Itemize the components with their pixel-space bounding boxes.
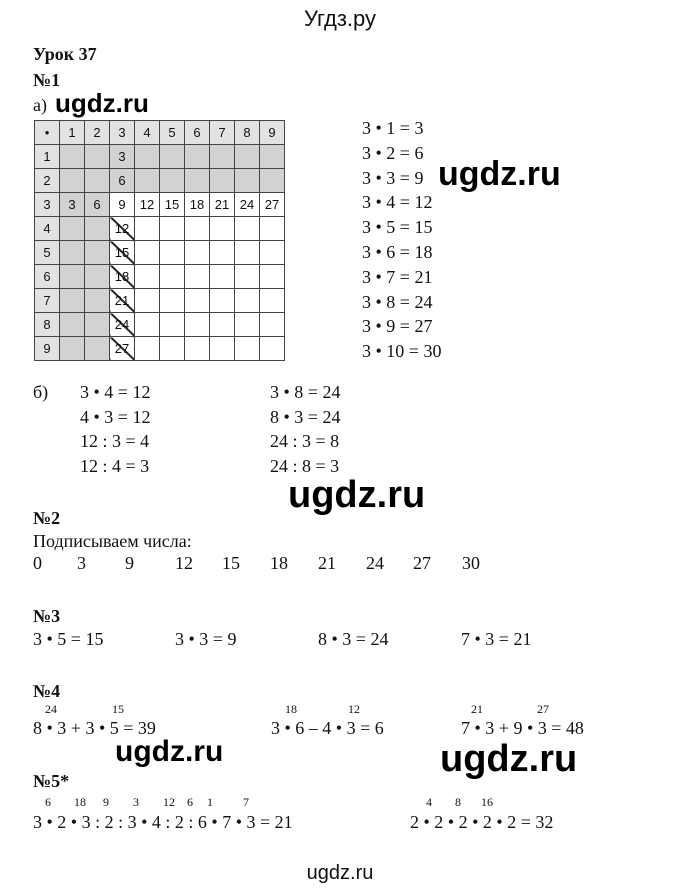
task5-sup: 16: [481, 795, 493, 809]
task5-sup: 1: [207, 795, 213, 809]
table-cell: [135, 265, 160, 289]
task1-part-b-label: б): [33, 382, 49, 402]
table-row: [35, 289, 285, 313]
table-row-label: 8: [35, 313, 60, 337]
table-cell: [160, 289, 185, 313]
table-cell: [135, 337, 160, 361]
task3-item: 3 • 3 = 9: [175, 629, 237, 649]
table-row-label: 2: [35, 169, 60, 193]
table-cell: [60, 289, 85, 313]
table-cell: [260, 145, 285, 169]
task2-heading: №2: [33, 508, 61, 528]
equation-line: 24 : 8 = 3: [270, 455, 340, 476]
table-cell: 21: [110, 289, 135, 313]
table-cell: [235, 145, 260, 169]
number-label: 24: [366, 553, 384, 573]
table-cell: [135, 217, 160, 241]
table-cell: [235, 217, 260, 241]
table-header-cell: 7: [210, 121, 235, 145]
task1-equations: [362, 118, 441, 366]
table-cell: [210, 241, 235, 265]
task5-sup: 6: [45, 795, 51, 809]
equation-line: 3 • 6 = 18: [362, 241, 433, 262]
table-cell: [235, 241, 260, 265]
table-cell: [135, 289, 160, 313]
task2-text: Подписываем числа:: [33, 531, 192, 551]
table-row: [35, 193, 285, 217]
number-label: 15: [222, 553, 240, 573]
equation-line: 3 • 8 = 24: [362, 291, 433, 312]
task3-item: 3 • 5 = 15: [33, 629, 104, 649]
equation-line: 3 • 3 = 9: [362, 167, 424, 188]
equation-line: 3 • 2 = 6: [362, 142, 424, 163]
table-header-cell: 4: [135, 121, 160, 145]
table-cell: [260, 217, 285, 241]
table-cell: [85, 241, 110, 265]
number-label: 0: [33, 553, 42, 573]
table-cell: [185, 337, 210, 361]
task5-sup: 8: [455, 795, 461, 809]
table-cell: [85, 337, 110, 361]
task5-sup: 7: [243, 795, 249, 809]
table-cell: [185, 313, 210, 337]
table-cell: 6: [110, 169, 135, 193]
table-cell: 21: [210, 193, 235, 217]
table-cell: [60, 265, 85, 289]
table-cell: [60, 217, 85, 241]
table-cell: [210, 265, 235, 289]
task3-item: 7 • 3 = 21: [461, 629, 532, 649]
task3-item: 8 • 3 = 24: [318, 629, 389, 649]
table-cell: [185, 145, 210, 169]
table-header-cell: 1: [60, 121, 85, 145]
table-cell: [60, 337, 85, 361]
table-cell: [210, 145, 235, 169]
table-row: [35, 145, 285, 169]
table-cell: 24: [235, 193, 260, 217]
watermark: ugdz.ru: [115, 735, 224, 768]
table-cell: [260, 241, 285, 265]
task4-heading: №4: [33, 681, 61, 701]
table-cell: [260, 289, 285, 313]
table-cell: 15: [160, 193, 185, 217]
table-cell: [210, 169, 235, 193]
number-label: 30: [462, 553, 480, 573]
table-cell: [210, 313, 235, 337]
table-cell: 27: [110, 337, 135, 361]
task1-b-column-2: [270, 382, 340, 480]
table-row: [35, 217, 285, 241]
task4-sup: 18: [285, 702, 297, 716]
table-cell: [210, 289, 235, 313]
task4-expression: 3 • 6 – 4 • 3 = 6: [271, 718, 384, 738]
table-cell: [160, 313, 185, 337]
table-cell: 3: [110, 145, 135, 169]
table-header-cell: 6: [185, 121, 210, 145]
table-corner-cell: •: [35, 121, 60, 145]
table-header-row: [35, 121, 285, 145]
table-cell: [60, 241, 85, 265]
table-cell: [135, 241, 160, 265]
equation-line: 3 • 8 = 24: [270, 382, 341, 402]
task5-sup: 12: [163, 795, 175, 809]
table-header-cell: 8: [235, 121, 260, 145]
equation-line: 3 • 7 = 21: [362, 266, 433, 287]
equation-line: 3 • 1 = 3: [362, 118, 424, 138]
site-title: Угдз.ру: [303, 6, 377, 31]
equation-line: 12 : 3 = 4: [80, 431, 150, 451]
number-label: 3: [77, 553, 86, 573]
table-cell: [60, 169, 85, 193]
table-row: [35, 241, 285, 265]
table-header-cell: 9: [260, 121, 285, 145]
table-row: [35, 313, 285, 337]
table-cell: [235, 169, 260, 193]
table-cell: 9: [110, 193, 135, 217]
task1-part-a-label: а): [33, 95, 47, 115]
table-cell: [60, 145, 85, 169]
table-cell: 15: [110, 241, 135, 265]
task5-expression-left: 3 • 2 • 3 : 2 : 3 • 4 : 2 : 6 • 7 • 3 = 21: [33, 812, 293, 832]
table-cell: [85, 169, 110, 193]
table-row-label: 9: [35, 337, 60, 361]
table-cell: [85, 265, 110, 289]
table-cell: 18: [185, 193, 210, 217]
table-cell: [260, 169, 285, 193]
table-row-label: 1: [35, 145, 60, 169]
footer-site: ugdz.ru: [306, 862, 374, 884]
table-row-label: 5: [35, 241, 60, 265]
table-row-label: 7: [35, 289, 60, 313]
equation-line: 3 • 9 = 27: [362, 316, 433, 337]
task5-sup: 18: [74, 795, 86, 809]
table-cell: [85, 313, 110, 337]
table-cell: [135, 145, 160, 169]
task5-sup: 4: [426, 795, 432, 809]
table-header-cell: 5: [160, 121, 185, 145]
watermark: ugdz.ru: [438, 155, 561, 193]
table-cell: [235, 289, 260, 313]
table-cell: [135, 169, 160, 193]
table-cell: 3: [60, 193, 85, 217]
table-cell: [185, 289, 210, 313]
table-cell: 6: [85, 193, 110, 217]
equation-line: 24 : 3 = 8: [270, 431, 340, 451]
table-row: [35, 169, 285, 193]
number-label: 27: [413, 553, 431, 573]
table-cell: 24: [110, 313, 135, 337]
table-cell: [185, 265, 210, 289]
table-cell: [210, 337, 235, 361]
table-cell: 27: [260, 193, 285, 217]
task5-sup: 6: [187, 795, 193, 809]
multiplication-table: [34, 120, 285, 361]
table-cell: [160, 337, 185, 361]
table-cell: [85, 217, 110, 241]
watermark: ugdz.ru: [55, 88, 149, 118]
table-cell: [260, 337, 285, 361]
table-cell: [60, 313, 85, 337]
number-label: 21: [318, 553, 336, 573]
table-cell: [85, 289, 110, 313]
table-cell: [185, 169, 210, 193]
table-header-cell: 3: [110, 121, 135, 145]
task3-heading: №3: [33, 606, 61, 626]
table-cell: [85, 145, 110, 169]
equation-line: 12 : 4 = 3: [80, 455, 150, 476]
table-cell: [160, 169, 185, 193]
table-row-label: 3: [35, 193, 60, 217]
equation-line: 3 • 4 = 12: [80, 382, 151, 402]
task5-sup: 3: [133, 795, 139, 809]
equation-line: 3 • 10 = 30: [362, 341, 442, 362]
task4-sup: 27: [537, 702, 549, 716]
table-cell: [135, 313, 160, 337]
table-row: [35, 337, 285, 361]
table-row-label: 4: [35, 217, 60, 241]
task5-heading: №5*: [33, 771, 70, 791]
table-cell: [160, 241, 185, 265]
number-label: 18: [270, 553, 288, 573]
table-cell: [210, 217, 235, 241]
table-header-cell: 2: [85, 121, 110, 145]
table-cell: 12: [110, 217, 135, 241]
watermark: ugdz.ru: [288, 474, 426, 516]
task4-expression: 8 • 3 + 3 • 5 = 39: [33, 718, 156, 738]
table-cell: [185, 217, 210, 241]
task1-heading: №1: [33, 70, 61, 90]
table-cell: [160, 265, 185, 289]
task5-sup: 9: [103, 795, 109, 809]
task1-b-column-1: [80, 382, 150, 480]
table-cell: 18: [110, 265, 135, 289]
table-cell: [235, 265, 260, 289]
task4-sup: 12: [348, 702, 360, 716]
task4-sup: 24: [45, 702, 57, 716]
number-label: 12: [175, 553, 193, 573]
number-label: 9: [125, 553, 134, 573]
table-row-label: 6: [35, 265, 60, 289]
table-cell: [160, 145, 185, 169]
table-cell: [235, 337, 260, 361]
table-cell: [160, 217, 185, 241]
table-cell: [260, 313, 285, 337]
task4-sup: 21: [471, 702, 483, 716]
task5-expression-right: 2 • 2 • 2 • 2 • 2 = 32: [410, 812, 554, 832]
table-cell: [260, 265, 285, 289]
table-row: [35, 265, 285, 289]
table-cell: [185, 241, 210, 265]
table-cell: [235, 313, 260, 337]
task4-expression: 7 • 3 + 9 • 3 = 48: [461, 718, 584, 738]
lesson-title: Урок 37: [33, 44, 97, 64]
equation-line: 3 • 5 = 15: [362, 217, 433, 238]
equation-line: 3 • 4 = 12: [362, 192, 433, 213]
watermark: ugdz.ru: [440, 738, 578, 780]
table-cell: 12: [135, 193, 160, 217]
equation-line: 8 • 3 = 24: [270, 406, 341, 427]
equation-line: 4 • 3 = 12: [80, 406, 151, 427]
task4-sup: 15: [112, 702, 124, 716]
